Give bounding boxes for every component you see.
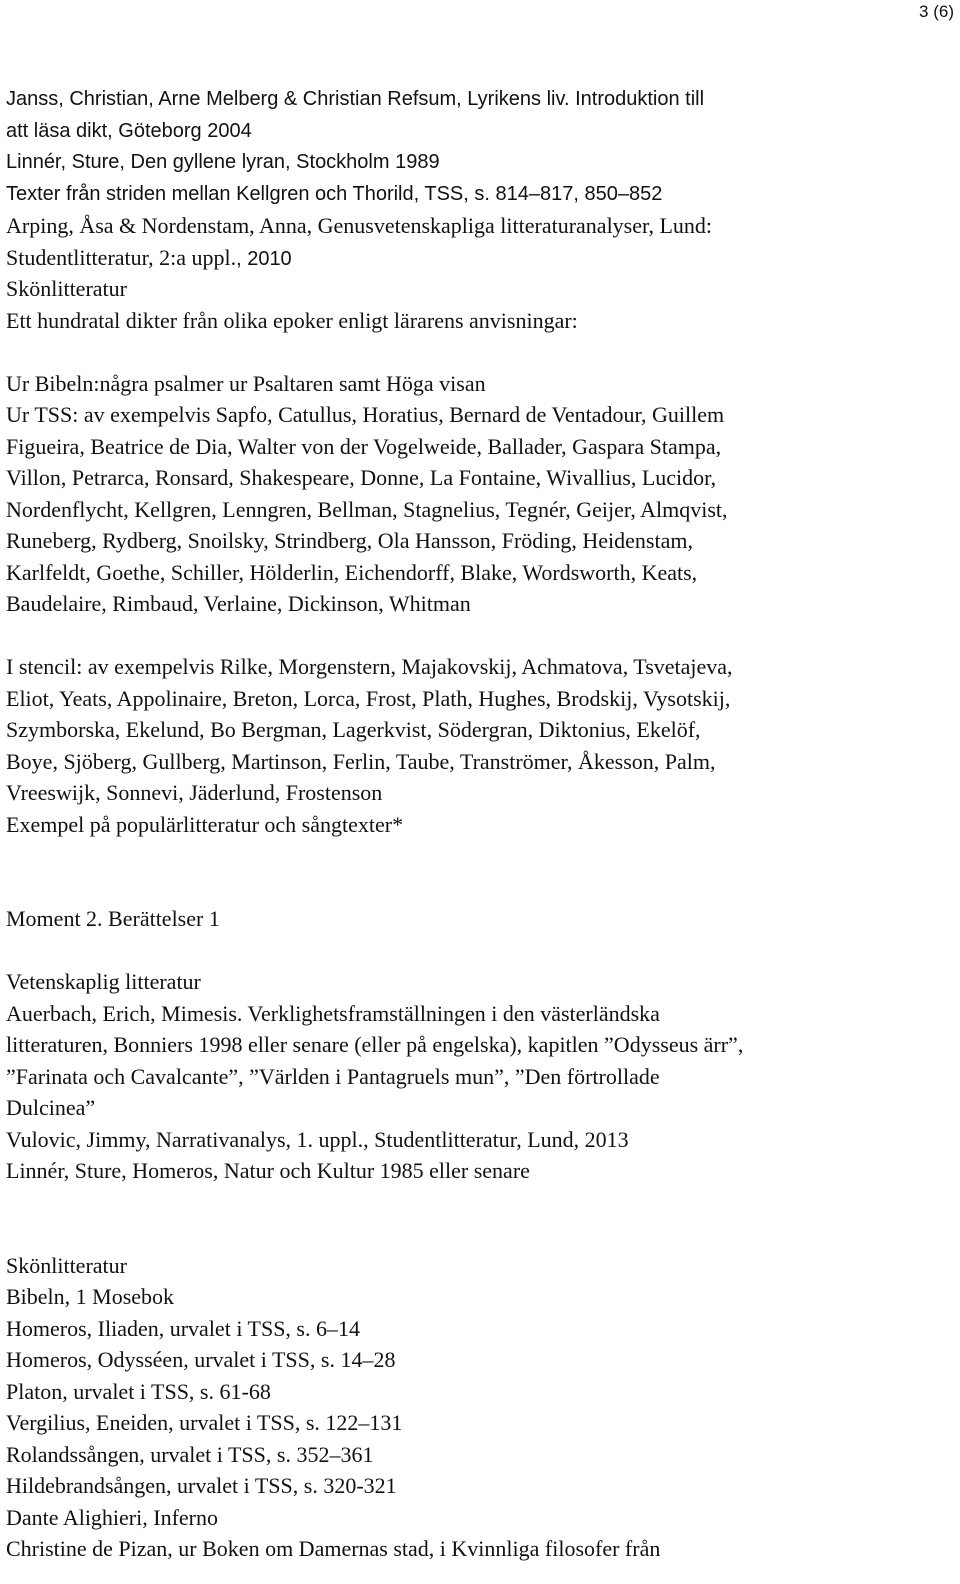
reading-list-line: Dulcinea”: [6, 1095, 96, 1120]
reading-list-line: Nordenflycht, Kellgren, Lenngren, Bellman, Stagnelius, Tegnér, Geijer, Almqvist,: [6, 496, 728, 522]
reading-list-line: Vergilius, Eneiden, urvalet i TSS, s. 122–131: [6, 1410, 403, 1435]
reading-list-line: Ett hundratal dikter från olika epoker enligt lärarens anvisningar:: [6, 307, 578, 333]
page-number: 3 (6): [919, 2, 954, 21]
reading-list-line: Auerbach, Erich, Mimesis. Verklighetsframställningen i den västerländska: [6, 1000, 660, 1026]
reading-list-line: Vreeswijk, Sonnevi, Jäderlund, Frostenson: [6, 780, 383, 805]
reading-list-line: att läsa dikt, Göteborg 2004: [6, 119, 252, 142]
reading-list-line: Eliot, Yeats, Appolinaire, Breton, Lorca, Frost, Plath, Hughes, Brodskij, Vysotskij,: [6, 685, 731, 711]
reading-list-line: Ur TSS: av exempelvis Sapfo, Catullus, Horatius, Bernard de Ventadour, Guillem: [6, 402, 725, 427]
reading-list-line: I stencil: av exempelvis Rilke, Morgenstern, Majakovskij, Achmatova, Tsvetajeva,: [6, 654, 733, 679]
reading-list-line: Baudelaire, Rimbaud, Verlaine, Dickinson, Whitman: [6, 591, 471, 616]
spacer: [6, 1187, 951, 1250]
reading-list-line: Rolandssången, urvalet i TSS, s. 352–361: [6, 1441, 374, 1467]
reading-list-line: Dante Alighieri, Inferno: [6, 1504, 218, 1530]
reading-list-line: Karlfeldt, Goethe, Schiller, Hölderlin, Eichendorff, Blake, Wordsworth, Keats,: [6, 559, 698, 585]
section-heading: Moment 2. Berättelser 1: [6, 906, 220, 931]
reading-list-line: Ur Bibeln:några psalmer ur Psaltaren samt Höga visan: [6, 370, 486, 396]
reading-list-line: Hildebrandsången, urvalet i TSS, s. 320-321: [6, 1473, 397, 1498]
spacer: [6, 620, 951, 652]
reading-list-line: Figueira, Beatrice de Dia, Walter von der Vogelweide, Ballader, Gaspara Stampa,: [6, 433, 722, 459]
reading-list-line: litteraturen, Bonniers 1998 eller senare (eller på engelska), kapitlen ”Odysseus ärr”,: [6, 1032, 744, 1057]
reading-list-line: Vulovic, Jimmy, Narrativanalys, 1. uppl., Studentlitteratur, Lund, 2013: [6, 1126, 629, 1152]
reading-list-line: Linnér, Sture, Den gyllene lyran, Stockholm 1989: [6, 151, 440, 173]
section-heading: Vetenskaplig litteratur: [6, 969, 201, 994]
spacer: [6, 840, 951, 903]
reading-list-line: Szymborska, Ekelund, Bo Bergman, Lagerkvist, Södergran, Diktonius, Ekelöf,: [6, 717, 701, 742]
spacer: [6, 336, 951, 368]
reading-list-line: Linnér, Sture, Homeros, Natur och Kultur 1985 eller senare: [6, 1158, 530, 1183]
reading-list-line: Homeros, Odysséen, urvalet i TSS, s. 14–28: [6, 1347, 396, 1372]
reading-list-line-part: , 2010: [236, 247, 292, 270]
reading-list-line: Arping, Åsa & Nordenstam, Anna, Genusvetenskapliga litteraturanalyser, Lund:: [6, 213, 712, 238]
spacer: [6, 935, 951, 967]
reading-list-line: [6, 242, 951, 274]
reading-list-line: Texter från striden mellan Kellgren och Thorild, TSS, s. 814–817, 850–852: [6, 182, 663, 205]
section-heading: Skönlitteratur: [6, 276, 127, 301]
reading-list-line: Boye, Sjöberg, Gullberg, Martinson, Ferlin, Taube, Tranströmer, Åkesson, Palm,: [6, 748, 716, 774]
reading-list-line: Homeros, Iliaden, urvalet i TSS, s. 6–14: [6, 1315, 360, 1341]
reading-list-line: Exempel på populärlitteratur och sångtexter*: [6, 811, 404, 837]
section-heading: Skönlitteratur: [6, 1252, 127, 1278]
reading-list-line: ”Farinata och Cavalcante”, ”Världen i Pantagruels mun”, ”Den förtrollade: [6, 1063, 660, 1089]
reading-list-line: Bibeln, 1 Mosebok: [6, 1284, 175, 1309]
reading-list-line: Christine de Pizan, ur Boken om Damernas stad, i Kvinnliga filosofer från: [6, 1536, 661, 1561]
document-body: [6, 84, 951, 1565]
reading-list-line-part: Studentlitteratur, 2:a uppl.: [6, 244, 237, 270]
reading-list-line: Runeberg, Rydberg, Snoilsky, Strindberg, Ola Hansson, Fröding, Heidenstam,: [6, 528, 693, 553]
reading-list-line: Villon, Petrarca, Ronsard, Shakespeare, Donne, La Fontaine, Wivallius, Lucidor,: [6, 465, 717, 490]
reading-list-line: Platon, urvalet i TSS, s. 61-68: [6, 1378, 271, 1404]
reading-list-line: Janss, Christian, Arne Melberg & Christian Refsum, Lyrikens liv. Introduktion till: [6, 88, 705, 110]
